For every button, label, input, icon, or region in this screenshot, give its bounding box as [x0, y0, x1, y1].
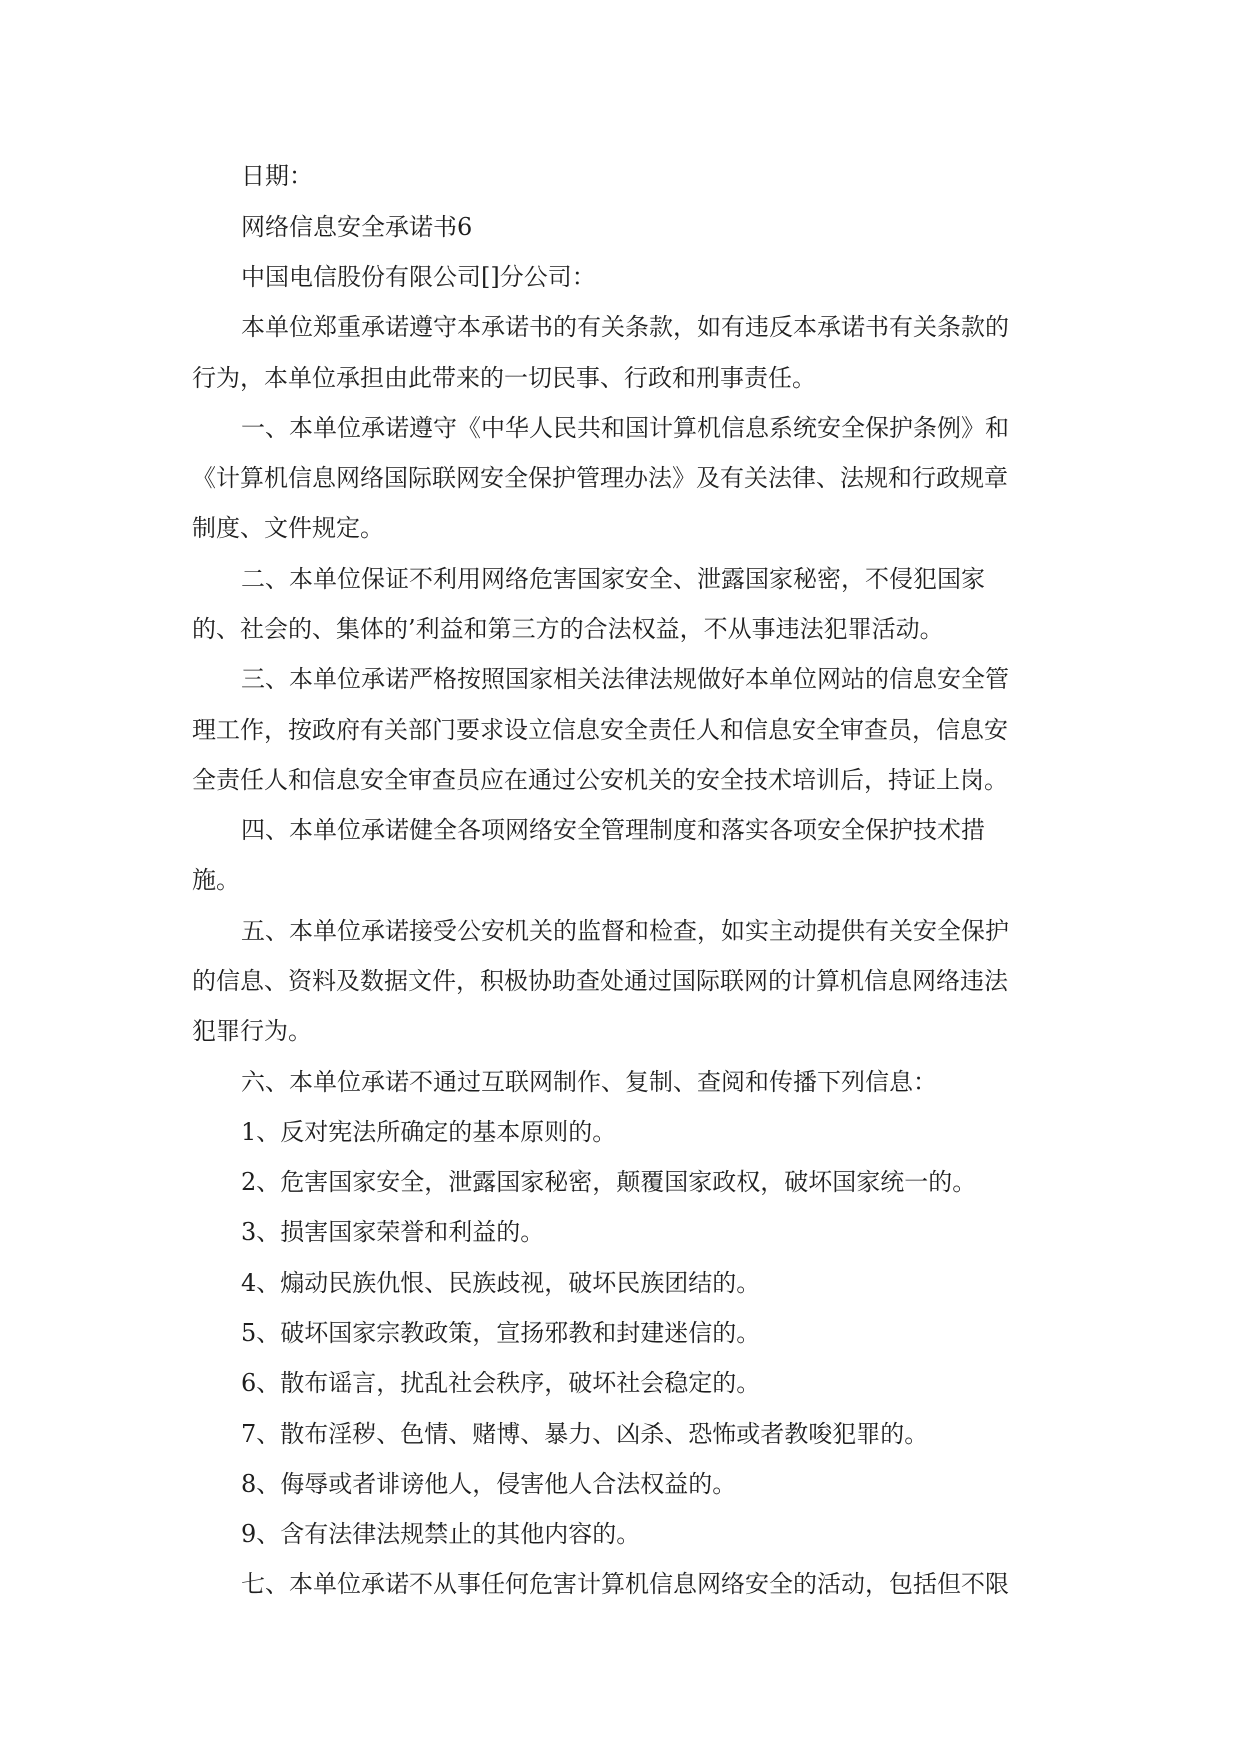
paragraph-line: 一、本单位承诺遵守《中华人民共和国计算机信息系统安全保护条例》和 — [241, 414, 1009, 442]
list-item: 1、反对宪法所确定的基本原则的。 — [241, 1118, 617, 1146]
paragraph-line: 的信息、资料及数据文件，积极协助查处通过国际联网的计算机信息网络违法 — [192, 967, 1008, 995]
paragraph-line: 七、本单位承诺不从事任何危害计算机信息网络安全的活动，包括但不限 — [241, 1570, 1009, 1598]
list-item: 4、煽动民族仇恨、民族歧视，破坏民族团结的。 — [241, 1269, 761, 1297]
list-item: 5、破坏国家宗教政策，宣扬邪教和封建迷信的。 — [241, 1319, 761, 1347]
paragraph-line: 六、本单位承诺不通过互联网制作、复制、查阅和传播下列信息： — [241, 1068, 937, 1096]
paragraph-line: 犯罪行为。 — [192, 1017, 312, 1045]
addressee: 中国电信股份有限公司[]分公司： — [241, 263, 596, 291]
paragraph-line: 制度、文件规定。 — [192, 514, 384, 542]
paragraph-line: 本单位郑重承诺遵守本承诺书的有关条款，如有违反本承诺书有关条款的 — [241, 313, 1009, 341]
list-item: 3、损害国家荣誉和利益的。 — [241, 1218, 545, 1246]
list-item: 9、含有法律法规禁止的其他内容的。 — [241, 1520, 641, 1548]
list-item: 2、危害国家安全，泄露国家秘密，颠覆国家政权，破坏国家统一的。 — [241, 1168, 977, 1196]
date-label: 日期： — [241, 162, 313, 190]
list-item: 8、侮辱或者诽谤他人，侵害他人合法权益的。 — [241, 1470, 737, 1498]
document-title: 网络信息安全承诺书6 — [241, 213, 473, 241]
paragraph-line: 四、本单位承诺健全各项网络安全管理制度和落实各项安全保护技术措 — [241, 816, 985, 844]
paragraph-line: 三、本单位承诺严格按照国家相关法律法规做好本单位网站的信息安全管 — [241, 665, 1009, 693]
paragraph-line: 五、本单位承诺接受公安机关的监督和检查，如实主动提供有关安全保护 — [241, 917, 1009, 945]
paragraph-line: 施。 — [192, 866, 240, 894]
paragraph-line: 二、本单位保证不利用网络危害国家安全、泄露国家秘密，不侵犯国家 — [241, 565, 985, 593]
paragraph-line: 理工作，按政府有关部门要求设立信息安全责任人和信息安全审查员，信息安 — [192, 716, 1008, 744]
paragraph-line: 的、社会的、集体的’利益和第三方的合法权益，不从事违法犯罪活动。 — [192, 615, 944, 643]
list-item: 7、散布淫秽、色情、赌博、暴力、凶杀、恐怖或者教唆犯罪的。 — [241, 1420, 929, 1448]
paragraph-line: 行为，本单位承担由此带来的一切民事、行政和刑事责任。 — [192, 364, 816, 392]
list-item: 6、散布谣言，扰乱社会秩序，破坏社会稳定的。 — [241, 1369, 761, 1397]
paragraph-line: 《计算机信息网络国际联网安全保护管理办法》及有关法律、法规和行政规章 — [192, 464, 1008, 492]
paragraph-line: 全责任人和信息安全审查员应在通过公安机关的安全技术培训后，持证上岗。 — [192, 766, 1008, 794]
